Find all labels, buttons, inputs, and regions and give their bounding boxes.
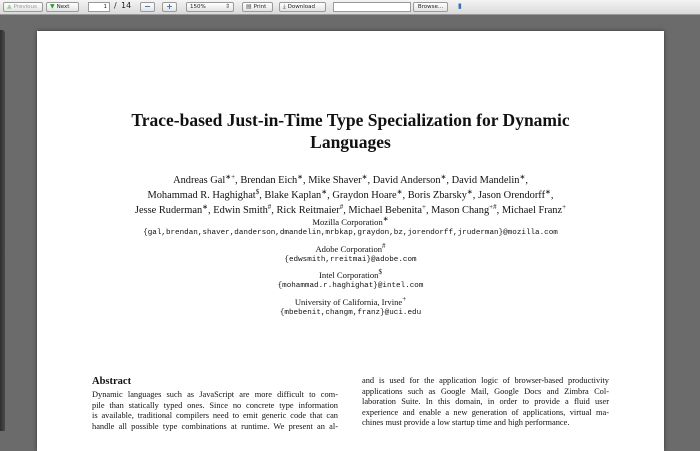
author-name: Michael Franz [501,205,563,216]
author-mark: ∗ [440,173,447,181]
author-line-1 [173,175,528,186]
author-mark: ∗ [202,203,209,211]
author-mark: ∗+ [225,173,236,181]
author-sep: , [208,205,214,216]
author-name: Boris Zbarsky [407,190,467,201]
affiliation-intel [37,270,664,291]
author-name: Blake Kaplan [264,190,322,201]
affiliation-name-text: University of California, Irvine [294,297,403,307]
affiliation-name-text: Adobe Corporation [315,244,383,254]
author-sep: , [271,205,277,216]
browse-label: Browse... [417,4,444,10]
right-column [362,376,609,429]
author-name: David Mandelin [451,175,520,186]
author-mark: + [421,203,426,211]
author-mark: ∗ [519,173,526,181]
zoom-select[interactable] [186,2,234,12]
author-sep: , [550,190,554,201]
author-name: Michael Bebenita [348,205,422,216]
author-line-2 [147,190,553,201]
page-total: 14 [121,1,132,10]
arrow-down-icon: ▼ [50,3,55,10]
previous-page-button[interactable] [3,2,43,12]
author-sep: , [446,175,452,186]
pdf-page [37,31,664,451]
author-list [37,173,664,218]
affiliation-uci [37,297,664,318]
arrow-up-icon: ▲ [7,3,12,10]
affiliation-name-text: Mozilla Corporation [312,217,383,227]
affiliation-email: {edwsmith,rreitmai}@adobe.com [284,256,417,264]
author-mark: ∗ [466,188,473,196]
updown-arrows-icon: ⇕ [224,3,230,10]
next-page-button[interactable] [46,2,79,12]
affiliation-name [37,244,664,255]
previous-label: Previous [13,4,37,10]
sidebar-edge [0,30,5,431]
author-sep: , [402,190,408,201]
author-sep: , [259,190,265,201]
affiliation-adobe [37,244,664,265]
author-name: Brendan Eich [240,175,298,186]
affiliation-email: {mohammad.r.haghighat}@intel.com [277,282,424,290]
print-label: Print [253,4,267,10]
abstract-line: is available, traditional compilers need to emit generic code that can [92,411,338,421]
author-sep: , [327,190,333,201]
author-mark: # [267,203,272,211]
author-name: Rick Reitmaier [276,205,340,216]
affiliation-name [37,297,664,308]
browse-button[interactable] [413,2,448,12]
author-mark: ∗ [297,173,304,181]
author-name: Edwin Smith [213,205,268,216]
affiliation-mark: ∗ [382,215,389,223]
affiliation-email: {mbebenit,changm,franz}@uci.edu [279,309,422,317]
page-current-value: 1 [103,4,107,10]
author-name: Graydon Hoare [332,190,397,201]
page-number-input[interactable] [88,2,110,12]
body-line: applications such as Google Mail, Google Docs and Zimbra Col- [362,386,609,396]
plus-icon: + [166,2,173,11]
next-label: Next [56,4,70,10]
author-name: Mike Shaver [308,175,362,186]
abstract-heading: Abstract [92,376,132,387]
author-mark: ∗ [396,188,403,196]
body-line: experience and enable a new generation of applications, virtual ma- [362,407,609,417]
author-sep: , [343,205,349,216]
author-mark: ∗ [361,173,368,181]
affiliation-email: {gal,brendan,shaver,danderson,dmandelin,mrbkap,graydon,bz,jorendorff,jruderman}@mozilla.com [143,229,558,237]
minus-icon: − [144,2,151,11]
author-mark: ∗ [321,188,328,196]
author-mark: ∗ [545,188,551,196]
file-path-input[interactable] [333,2,411,12]
print-button[interactable] [242,2,273,12]
abstract-line: pile than statically typed ones. Since no concrete type information [92,400,338,410]
author-sep: , [235,175,241,186]
author-name: Andreas Gal [173,175,226,186]
author-sep: , [472,190,478,201]
author-sep: , [496,205,502,216]
title-line-1: Trace-based Just-in-Time Type Specialization for Dynamic [131,110,570,130]
zoom-out-button[interactable] [140,2,155,12]
bookmark-icon[interactable]: ▮ [458,2,462,10]
author-sep: , [525,175,528,186]
affiliation-mozilla [37,217,664,238]
affiliation-name-text: Intel Corporation [319,270,379,280]
body-line: and is used for the application logic of browser-based productivity [362,376,609,385]
zoom-value: 150% [190,4,206,10]
abstract-line: handle all possible type combinations at runtime. We present an al- [92,421,338,431]
pdf-toolbar [0,0,700,15]
printer-icon: ▤ [246,3,252,10]
author-name: Mohammad R. Haghighat [147,190,256,201]
author-sep: , [425,205,432,216]
author-mark: + [562,203,567,211]
author-mark: $ [255,188,260,196]
author-line-3 [135,205,566,216]
author-mark: # [339,203,344,211]
download-icon: ⤓ [283,3,286,10]
paper-title [37,109,664,153]
page-separator: / [114,1,117,10]
author-name: David Anderson [372,175,441,186]
body-line: laboration Suite. In this domain, in order to provide a fluid user [362,397,609,407]
affiliation-mark: # [382,242,386,250]
author-sep: , [303,175,309,186]
title-line-2: Languages [310,132,391,152]
author-sep: , [367,175,373,186]
zoom-in-button[interactable] [162,2,177,12]
abstract-line: Dynamic languages such as JavaScript are more difficult to com- [92,390,338,399]
affiliation-name [37,270,664,281]
affiliation-name [37,217,664,228]
abstract-column [92,390,338,432]
author-name: Jesse Ruderman [134,205,203,216]
author-name: Mason Chang [431,205,490,216]
affiliation-mark: + [402,295,407,303]
affiliation-mark: $ [378,268,382,276]
body-line: chines must provide a low startup time and high performance. [362,418,570,428]
download-label: Download [287,4,315,10]
author-name: Jason Orendorff [478,190,546,201]
author-mark: +# [489,203,497,211]
download-button[interactable] [279,2,326,12]
